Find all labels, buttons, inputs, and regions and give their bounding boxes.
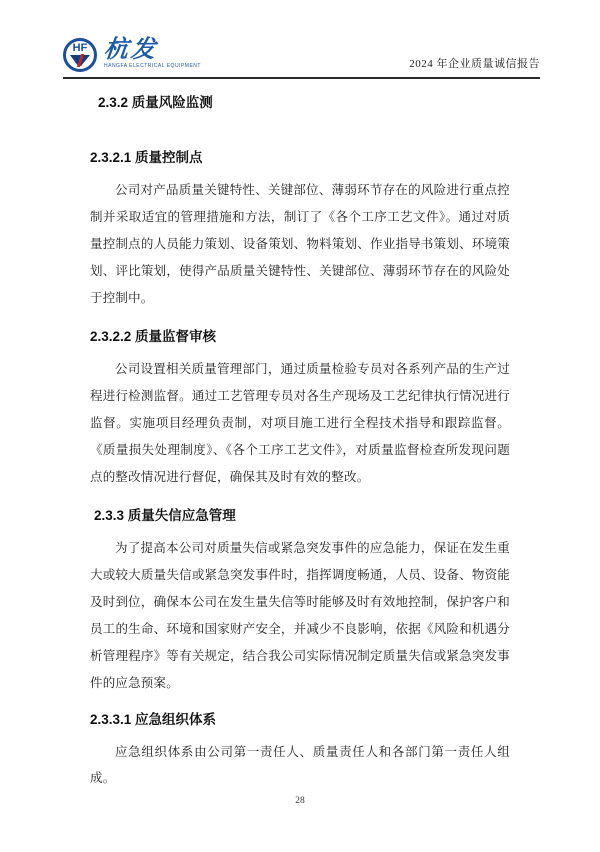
page-number: 28 — [295, 796, 305, 806]
logo-monogram: HF — [72, 42, 88, 54]
heading-2-3-2-1: 2.3.2.1 质量控制点 — [90, 150, 203, 165]
company-logo — [63, 38, 201, 72]
brand-name-english: HANGFA ELECTRICAL EQUIPMENT — [104, 63, 201, 69]
paragraph-emergency-organization: 应急组织体系由公司第一责任人、质量责任人和各部门第一责任人组成。 — [90, 745, 510, 785]
page-header — [63, 0, 540, 79]
heading-2-3-3-1: 2.3.3.1 应急组织体系 — [90, 712, 217, 727]
heading-2-3-2-2: 2.3.2.2 质量监督审核 — [90, 329, 217, 344]
paragraph-emergency-management: 为了提高本公司对质量失信或紧急突发事件的应急能力，保证在发生重大或较大质量失信或紧急突发事件时，指挥调度畅通，人员、设备、物资能及时到位，确保本公司在发生量失信等时能够及时有效地控制，保护客户和员工的生命、环境和国家财产安全，并减少不良影响，依据《风险和机遇分析管理程序》等有关规定，结合我公司实际情况制定质量失信或紧急突发事件的应急预案。 — [90, 541, 510, 690]
brand-name-chinese: 杭发 — [102, 37, 160, 63]
paragraph-quality-supervision-audit: 公司设置相关质量管理部门，通过质量检验专员对各系列产品的生产过程进行检测监督。通过工艺管理专员对各生产现场及工艺纪律执行情况进行监督。实施项目经理负责制，对项目施工进行全程技术指导和跟踪监督。《质量损失处理制度》、《各个工序工艺文件》，对质量监督检查所发现问题点的整改情况进行督促，确保其及时有效的整改。 — [90, 362, 510, 484]
document-content — [90, 91, 510, 791]
brand-text-block — [104, 38, 201, 69]
report-title: 2024 年企业质量诚信报告 — [409, 58, 540, 70]
heading-2-3-3: 2.3.3 质量失信应急管理 — [94, 508, 236, 523]
heading-2-3-2: 2.3.2 质量风险监测 — [98, 95, 213, 110]
paragraph-quality-control-points: 公司对产品质量关键特性、关键部位、薄弱环节存在的风险进行重点控制并采取适宜的管理措施和方法，制订了《各个工序工艺文件》。通过对质量控制点的人员能力策划、设备策划、物料策划、作业指导书策划、环境策划、评比策划，使得产品质量关键特性、关键部位、薄弱环节存在的风险处于控制中。 — [90, 183, 510, 305]
page-footer — [0, 796, 600, 806]
hf-logo-icon — [63, 38, 97, 72]
